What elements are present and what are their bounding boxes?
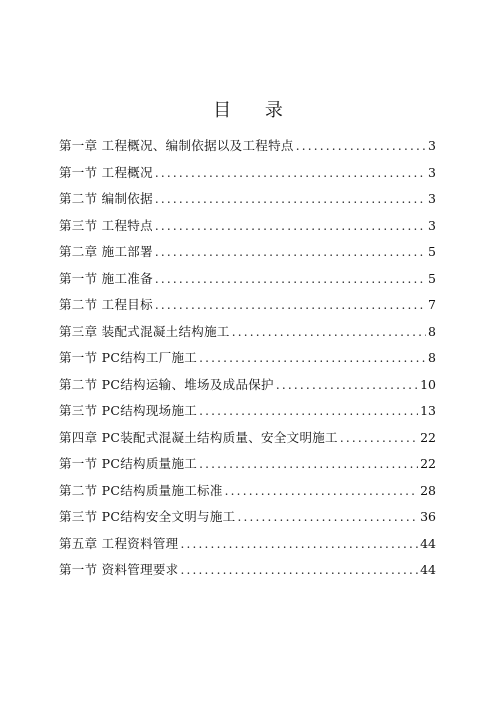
dot-leader: [155, 239, 426, 266]
toc-entry-label: 第二章 施工部署: [59, 244, 153, 259]
toc-entry-page: 22: [420, 429, 436, 445]
dot-leader: [155, 160, 426, 187]
toc-entry[interactable]: [59, 478, 436, 505]
toc-entry-page: 22: [420, 456, 436, 471]
toc-entry-page: 44: [420, 562, 436, 577]
toc-entry-label: 第一节 PC结构工厂施工: [59, 350, 198, 365]
dot-leader: [232, 319, 426, 346]
dot-leader: [276, 372, 418, 399]
toc-entry-page: 13: [420, 403, 436, 418]
toc-entry[interactable]: [59, 531, 436, 558]
dot-leader: [155, 292, 426, 319]
dot-leader: [237, 504, 418, 531]
toc-entry-page: 5: [428, 244, 436, 259]
dot-leader: [340, 425, 418, 452]
toc-entry-label: 第三节 PC结构现场施工: [59, 403, 198, 418]
toc-entry-label: 第一节 PC结构质量施工: [59, 456, 198, 471]
toc-entry[interactable]: [59, 425, 436, 452]
toc-entry-label: 第一章 工程概况、编制依据以及工程特点: [59, 138, 294, 153]
dot-leader: [199, 398, 418, 425]
toc-entry[interactable]: [59, 504, 436, 531]
toc-entry[interactable]: [59, 266, 436, 293]
toc-list: [59, 133, 436, 584]
dot-leader: [199, 451, 418, 478]
toc-entry[interactable]: [59, 133, 436, 160]
toc-entry-page: 10: [420, 376, 436, 392]
toc-entry-label: 第一节 资料管理要求: [59, 562, 179, 577]
toc-entry-page: 3: [428, 191, 436, 206]
toc-entry-label: 第二节 PC结构运输、堆场及成品保护: [59, 376, 274, 392]
toc-entry-page: 36: [420, 509, 436, 524]
toc-entry-page: 8: [428, 350, 436, 365]
dot-leader: [225, 478, 418, 505]
toc-entry-page: 5: [428, 270, 436, 286]
toc-entry[interactable]: [59, 213, 436, 240]
toc-entry-label: 第四章 PC装配式混凝土结构质量、安全文明施工: [59, 429, 338, 445]
dot-leader: [155, 266, 426, 293]
toc-title: 目 录: [213, 100, 297, 121]
toc-entry-label: 第二节 PC结构质量施工标准: [59, 482, 223, 498]
toc-entry-label: 第三章 装配式混凝土结构施工: [59, 323, 230, 339]
toc-entry-label: 第三节 工程特点: [59, 217, 153, 233]
toc-entry[interactable]: [59, 319, 436, 346]
toc-entry-page: 3: [428, 138, 436, 153]
dot-leader: [155, 213, 426, 240]
dot-leader: [199, 345, 426, 372]
toc-entry-page: 28: [420, 482, 436, 498]
toc-entry-page: 3: [428, 217, 436, 233]
toc-entry[interactable]: [59, 451, 436, 478]
toc-entry[interactable]: [59, 292, 436, 319]
toc-entry[interactable]: [59, 160, 436, 187]
toc-entry[interactable]: [59, 557, 436, 584]
toc-entry-label: 第一节 工程概况: [59, 164, 153, 180]
toc-entry[interactable]: [59, 239, 436, 266]
dot-leader: [155, 186, 426, 213]
dot-leader: [296, 133, 426, 160]
toc-entry-page: 8: [428, 323, 436, 339]
toc-entry-page: 44: [420, 535, 436, 551]
toc-entry-label: 第二节 工程目标: [59, 297, 153, 312]
dot-leader: [180, 531, 418, 558]
toc-entry-page: 3: [428, 164, 436, 180]
toc-entry-label: 第三节 PC结构安全文明与施工: [59, 509, 236, 524]
toc-entry-label: 第二节 编制依据: [59, 191, 153, 206]
toc-entry-label: 第一节 施工准备: [59, 270, 153, 286]
dot-leader: [180, 557, 418, 584]
toc-entry[interactable]: [59, 186, 436, 213]
toc-entry-page: 7: [428, 297, 436, 312]
toc-entry[interactable]: [59, 345, 436, 372]
toc-entry-label: 第五章 工程资料管理: [59, 535, 179, 551]
toc-entry[interactable]: [59, 372, 436, 399]
toc-entry[interactable]: [59, 398, 436, 425]
